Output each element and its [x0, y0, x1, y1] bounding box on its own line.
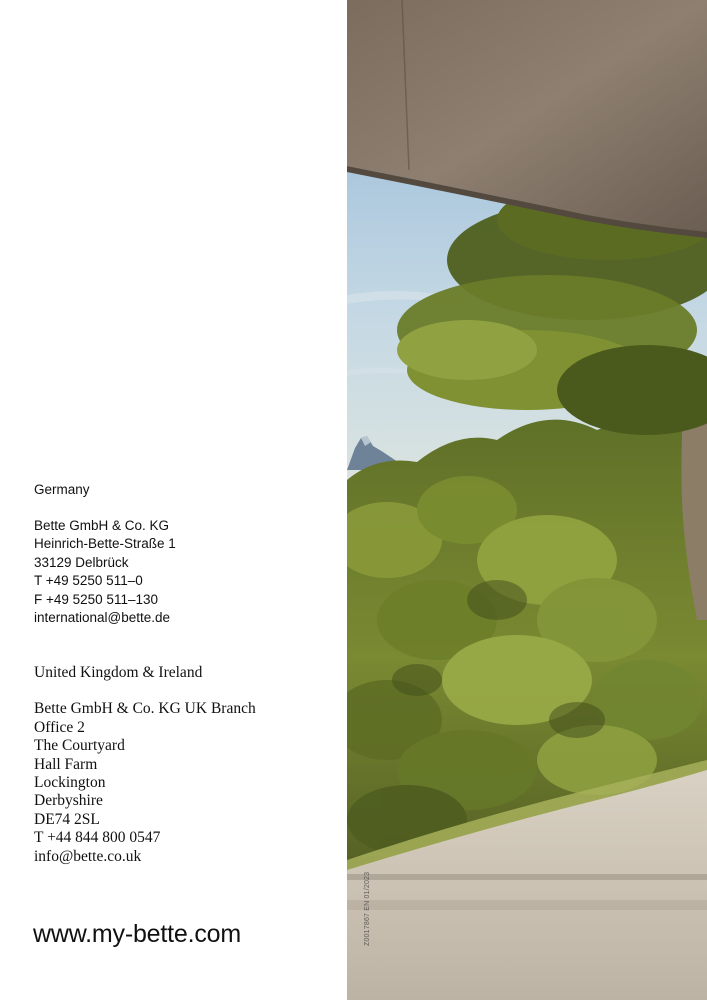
germany-fax: F +49 5250 511–130 — [34, 591, 158, 607]
document-code: Z0017867 EN 01/2023 — [364, 871, 371, 946]
uk-company: Bette GmbH & Co. KG UK Branch — [34, 700, 256, 718]
landscape-photo — [347, 0, 707, 1000]
contact-panel — [0, 0, 347, 1000]
uk-address — [34, 664, 256, 866]
website-link[interactable]: www.my-bette.com — [33, 920, 241, 948]
germany-address — [34, 481, 176, 628]
uk-address-line: Derbyshire — [34, 792, 103, 810]
germany-phone: T +49 5250 511–0 — [34, 573, 143, 588]
uk-heading: United Kingdom & Ireland — [34, 664, 203, 681]
germany-street: Heinrich-Bette-Straße 1 — [34, 536, 176, 551]
uk-address-line: The Courtyard — [34, 737, 125, 755]
uk-postcode: DE74 2SL — [34, 810, 100, 828]
uk-address-line: Office 2 — [34, 718, 85, 736]
germany-email-link[interactable]: international@bette.de — [34, 610, 171, 625]
uk-address-line: Hall Farm — [34, 755, 98, 773]
germany-city: 33129 Delbrück — [34, 554, 129, 570]
uk-phone: T +44 844 800 0547 — [34, 829, 161, 847]
uk-email-link[interactable]: info@bette.co.uk — [34, 847, 142, 865]
germany-company: Bette GmbH & Co. KG — [34, 517, 170, 533]
germany-heading: Germany — [34, 482, 90, 497]
uk-address-line: Lockington — [34, 774, 106, 792]
